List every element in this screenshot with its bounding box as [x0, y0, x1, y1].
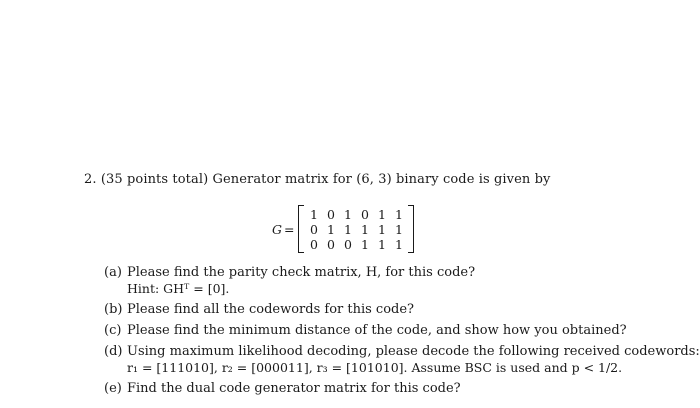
matrix-cell: 1: [378, 236, 386, 252]
part-body: [127, 344, 700, 376]
part-c: [104, 323, 700, 339]
matrix-cell: 1: [310, 206, 318, 222]
part-d: [104, 344, 700, 376]
matrix-cell: 1: [378, 221, 386, 237]
matrix-cell: 1: [378, 206, 386, 222]
part-label: (a): [104, 265, 122, 280]
matrix-cell: 0: [327, 206, 335, 222]
parts-list: [104, 265, 700, 402]
part-label: (d): [104, 344, 123, 359]
matrix-cell: 1: [344, 221, 352, 237]
part-label: (c): [104, 323, 122, 338]
part-e: [104, 381, 700, 397]
part-body: [127, 323, 627, 339]
matrix-cell: 1: [327, 221, 335, 237]
matrix-cell: 1: [361, 236, 369, 252]
matrix-symbol: G: [272, 221, 282, 237]
part-text: Find the dual code generator matrix for this code?: [127, 381, 461, 396]
part-label: (e): [104, 381, 122, 396]
matrix-right-bracket: [408, 205, 414, 253]
matrix-cell: 1: [344, 206, 352, 222]
generator-matrix: [272, 205, 414, 253]
part-a: [104, 265, 700, 297]
part-label: (b): [104, 302, 123, 317]
part-text: Using maximum likelihood decoding, please decode the following received codewords:: [127, 344, 700, 359]
matrix-cell: 0: [310, 221, 318, 237]
part-body: [127, 302, 414, 318]
matrix-grid: [304, 207, 408, 252]
part-body: [127, 265, 475, 297]
part-hint: Hint: GHᵀ = [0].: [127, 281, 230, 296]
matrix-cell: 0: [344, 236, 352, 252]
matrix-equals-sign: =: [284, 221, 295, 237]
part-text: Please find all the codewords for this code?: [127, 302, 415, 317]
received-codewords: r₁ = [111010], r₂ = [000011], r₃ = [101010]. Assume BSC is used and p < 1/2.: [127, 360, 623, 375]
matrix-cell: 1: [395, 221, 403, 237]
part-text: Please find the minimum distance of the code, and show how you obtained?: [127, 323, 627, 338]
matrix-cell: 0: [327, 236, 335, 252]
part-body: [127, 381, 461, 397]
matrix-cell: 1: [395, 236, 403, 252]
part-b: [104, 302, 700, 318]
matrix-cell: 0: [361, 206, 369, 222]
part-text: Please find the parity check matrix, H, for this code?: [127, 265, 476, 280]
matrix-cell: 1: [395, 206, 403, 222]
problem-heading: 2. (35 points total) Generator matrix for (6, 3) binary code is given by: [84, 172, 551, 187]
matrix-cell: 0: [310, 236, 318, 252]
matrix-cell: 1: [361, 221, 369, 237]
